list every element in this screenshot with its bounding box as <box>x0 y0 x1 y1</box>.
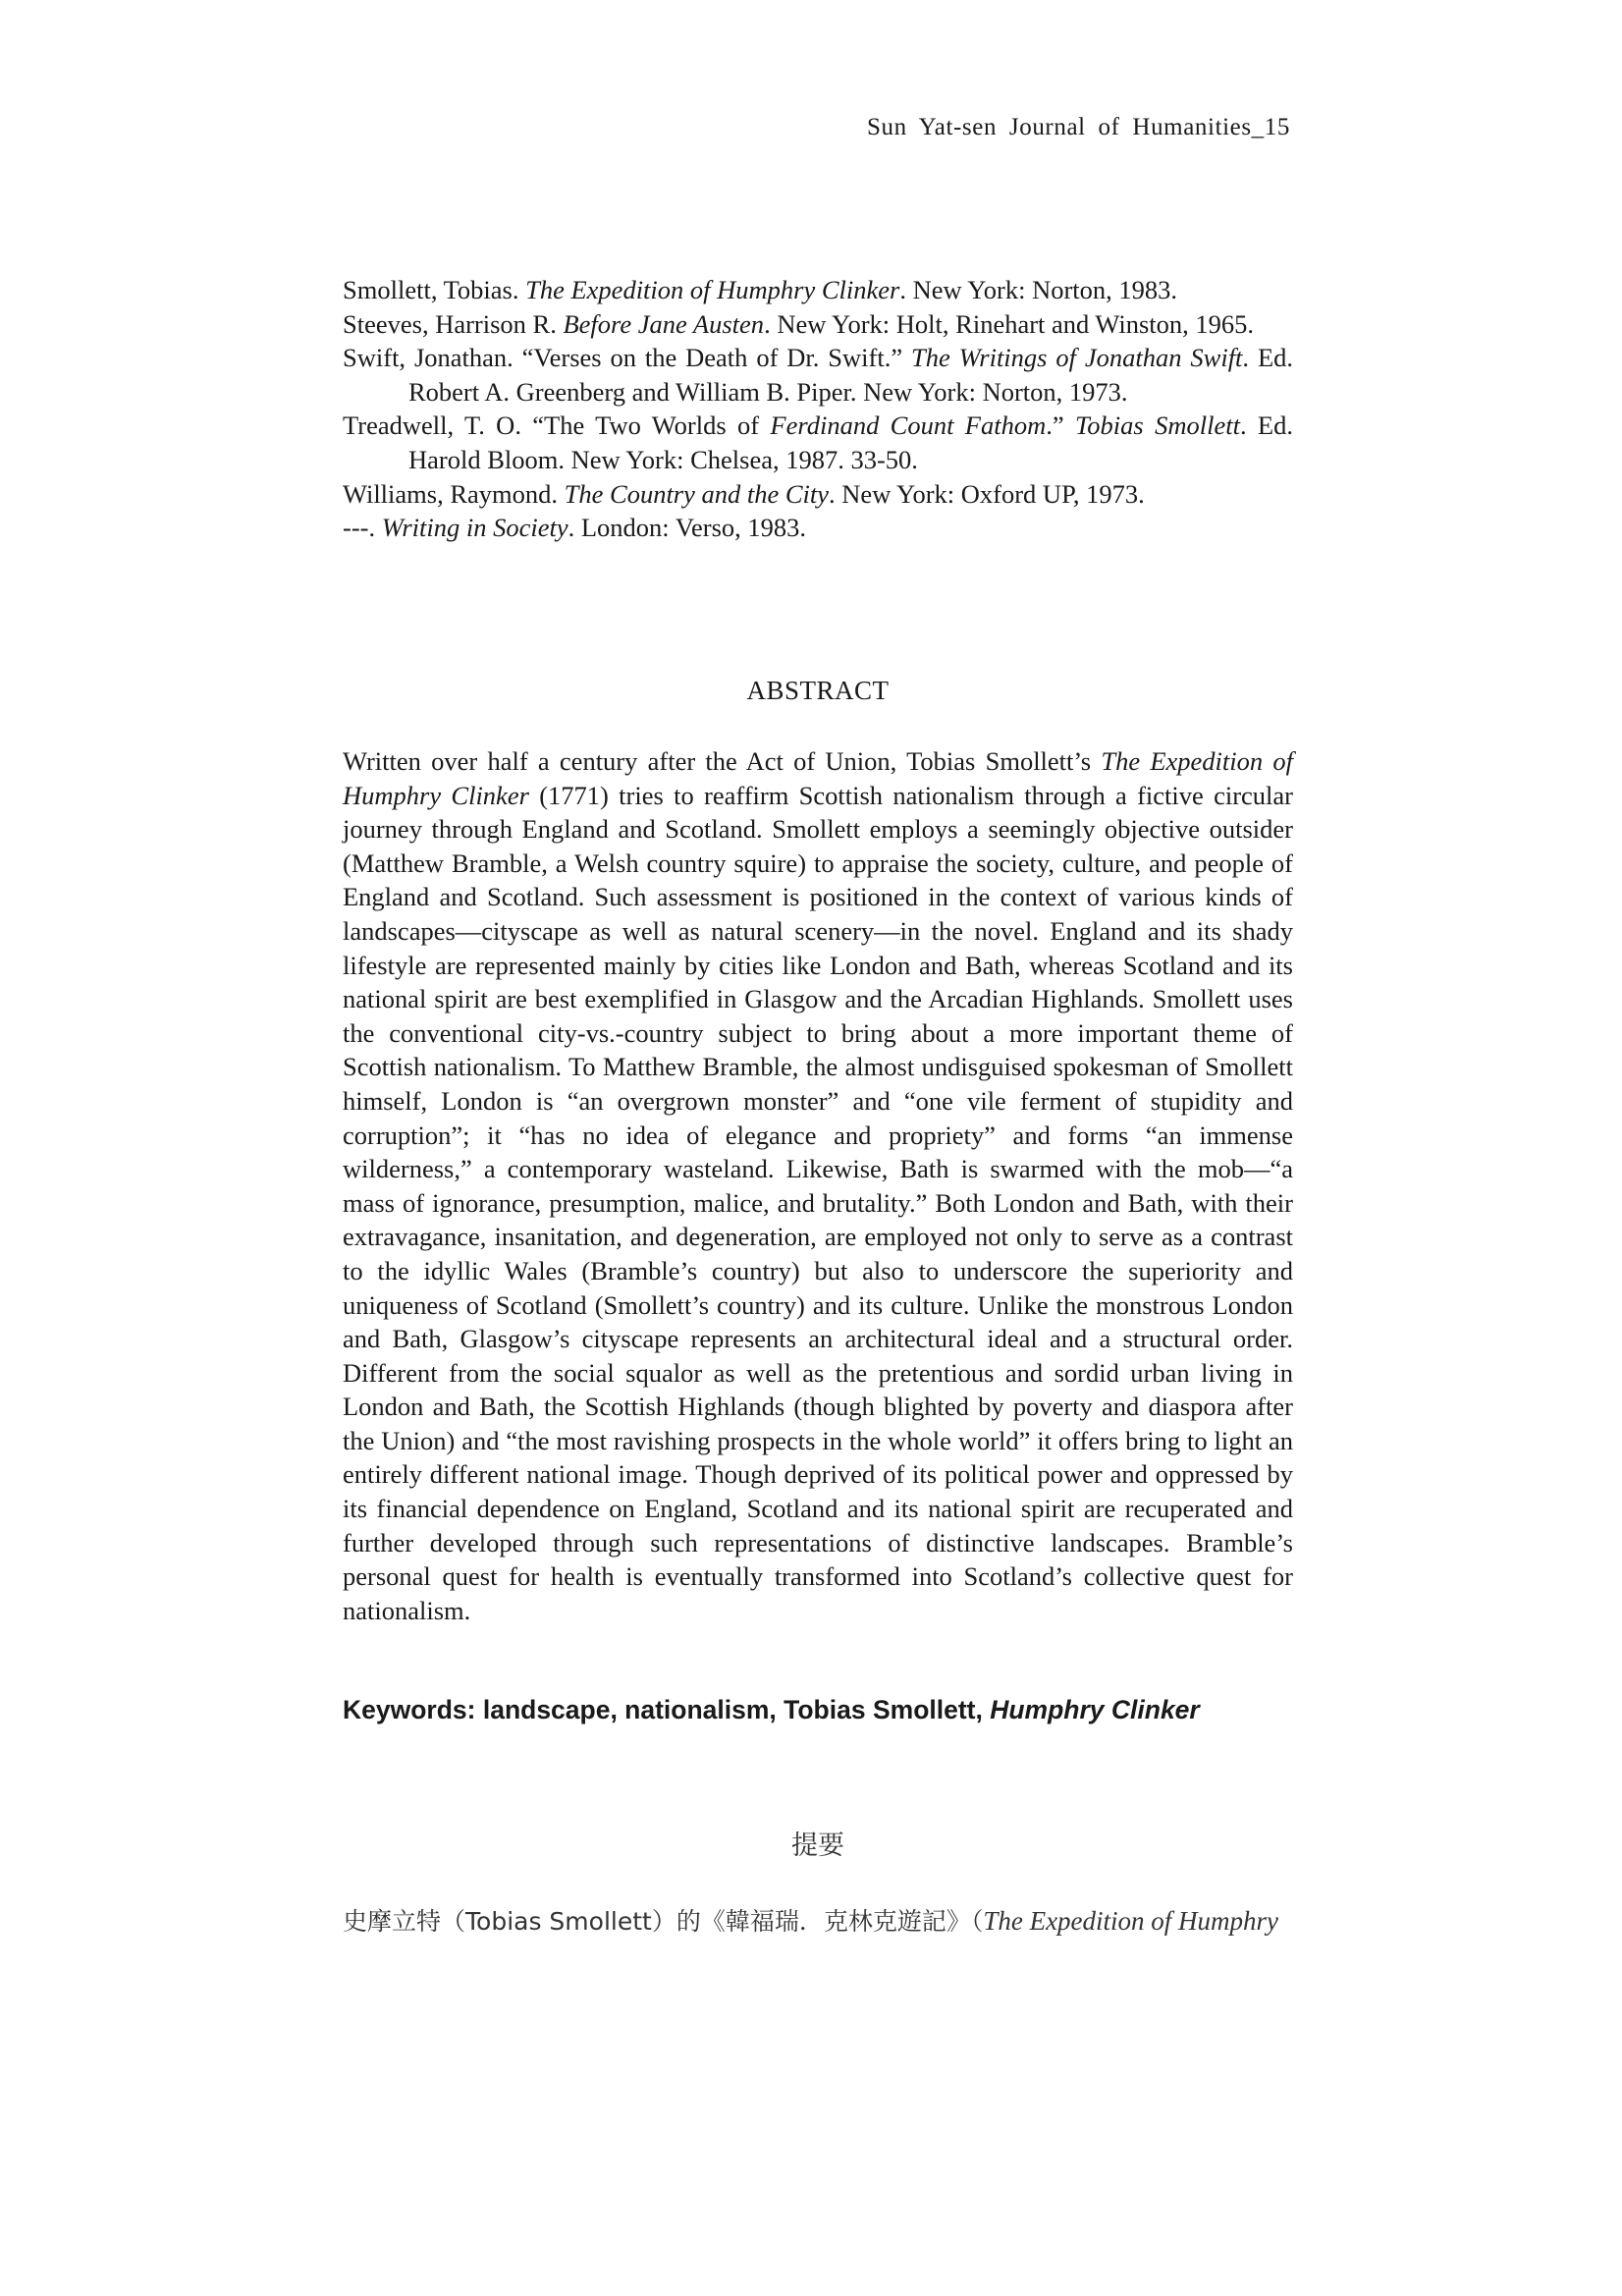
keywords-italic-term: Humphry Clinker <box>990 1695 1200 1724</box>
reference-entry <box>343 341 1293 409</box>
reference-text: . Ed. Harold Bloom. New York: Chelsea, 1987. 33-50. <box>408 410 1293 474</box>
reference-entry <box>343 409 1293 476</box>
keywords-line <box>343 1695 1293 1725</box>
reference-title: Ferdinand Count Fathom <box>770 410 1047 441</box>
abstract-heading: ABSTRACT <box>746 676 890 705</box>
reference-text: . New York: Holt, Rinehart and Winston, 1965. <box>764 308 1255 339</box>
works-cited-list <box>343 273 1293 545</box>
reference-text: ---. <box>343 513 382 543</box>
reference-title: The Writings of Jonathan Swift <box>911 343 1243 373</box>
abstract-text: (1771) tries to reaffirm Scottish nationalism through a fictive circular journey through England and Scotland. Smollett employs a seemingly objective outsider (Matthew Bramble, a Welsh country squire) to appraise the society, culture, and people of England and Scotland. Such assessment is positioned in the context of various kinds of landscapes—cityscape as well as natural scenery—in the novel. England and its shady lifestyle are represented mainly by cities like London and Bath, whereas Scotland and its national spirit are best exemplified in Glasgow and the Arcadian Highlands. Smollett uses the conventional city-vs.-country subject to bring about a more important theme of Scottish nationalism. To Matthew Bramble, the almost undisguised spokesman of Smollett himself, London is “an overgrown monster” and “one vile ferment of stupidity and corruption”; it “has no idea of elegance and propriety” and forms “an immense wilderness,” a contemporary wasteland. Likewise, Bath is swarmed with the mob—“a mass of ignorance, presumption, malice, and brutality.” Both London and Bath, with their extravagance, insanitation, and degeneration, are employed not only to serve as a contrast to the idyllic Wales (Bramble’s country) but also to underscore the superiority and uniqueness of Scotland (Smollett’s country) and its culture. Unlike the monstrous London and Bath, Glasgow’s cityscape represents an architectural ideal and a structural order. Different from the social squalor as well as the pretentious and sordid urban living in London and Bath, the Scottish Highlands (though blighted by poverty and diaspora after the Union) and “the most ravishing prospects in the whole world” it offers bring to light an entirely different national image. Though deprived of its political power and oppressed by its financial dependence on England, Scotland and its national spirit are recuperated and further developed through such representations of distinctive landscapes. Bramble’s personal quest for health is eventually transformed into Scotland’s collective quest for nationalism. <box>343 780 1293 1625</box>
abstract-text: Written over half a century after the Act of Union, Tobias Smollett’s <box>343 746 1102 776</box>
reference-text: Treadwell, T. O. “The Two Worlds of <box>343 410 771 441</box>
reference-text: . New York: Oxford UP, 1973. <box>829 478 1145 509</box>
reference-entry <box>343 273 1293 307</box>
reference-title: Writing in Society <box>381 513 568 543</box>
reference-text: . Ed. Robert A. Greenberg and William B. Piper. New York: Norton, 1973. <box>408 343 1294 407</box>
chinese-abstract-heading: 提要 <box>791 1831 844 1861</box>
reference-entry <box>343 511 1293 545</box>
chinese-abstract-first-line <box>343 1902 1293 1938</box>
chinese-abstract-italic-title: The Expedition of Humphry <box>983 1906 1279 1936</box>
reference-title: Before Jane Austen <box>563 308 765 339</box>
reference-text: Williams, Raymond. <box>343 478 565 509</box>
chinese-abstract-text: 史摩立特（Tobias Smollett）的《韓福瑞．克林克遊記》（ <box>343 1907 984 1936</box>
reference-text: Swift, Jonathan. “Verses on the Death of Dr. Swift.” <box>343 343 912 373</box>
reference-text: .” <box>1046 410 1075 441</box>
reference-text: . New York: Norton, 1983. <box>899 275 1178 304</box>
reference-text: Steeves, Harrison R. <box>343 308 564 339</box>
abstract-paragraph <box>343 744 1293 1627</box>
reference-book-title: Tobias Smollett <box>1075 410 1240 441</box>
running-header: Sun Yat-sen Journal of Humanities_15 <box>866 114 1290 140</box>
reference-text: . London: Verso, 1983. <box>568 513 807 543</box>
reference-entry <box>343 477 1293 512</box>
reference-text: Smollett, Tobias. <box>343 275 526 304</box>
reference-title: The Expedition of Humphry Clinker <box>525 275 900 304</box>
abstract-book-title: The Expedition of Humphry Clinker <box>343 746 1293 810</box>
reference-title: The Country and the City <box>564 478 830 509</box>
reference-entry <box>343 307 1293 342</box>
keywords-text: Keywords: landscape, nationalism, Tobias Smollett, <box>343 1695 991 1724</box>
